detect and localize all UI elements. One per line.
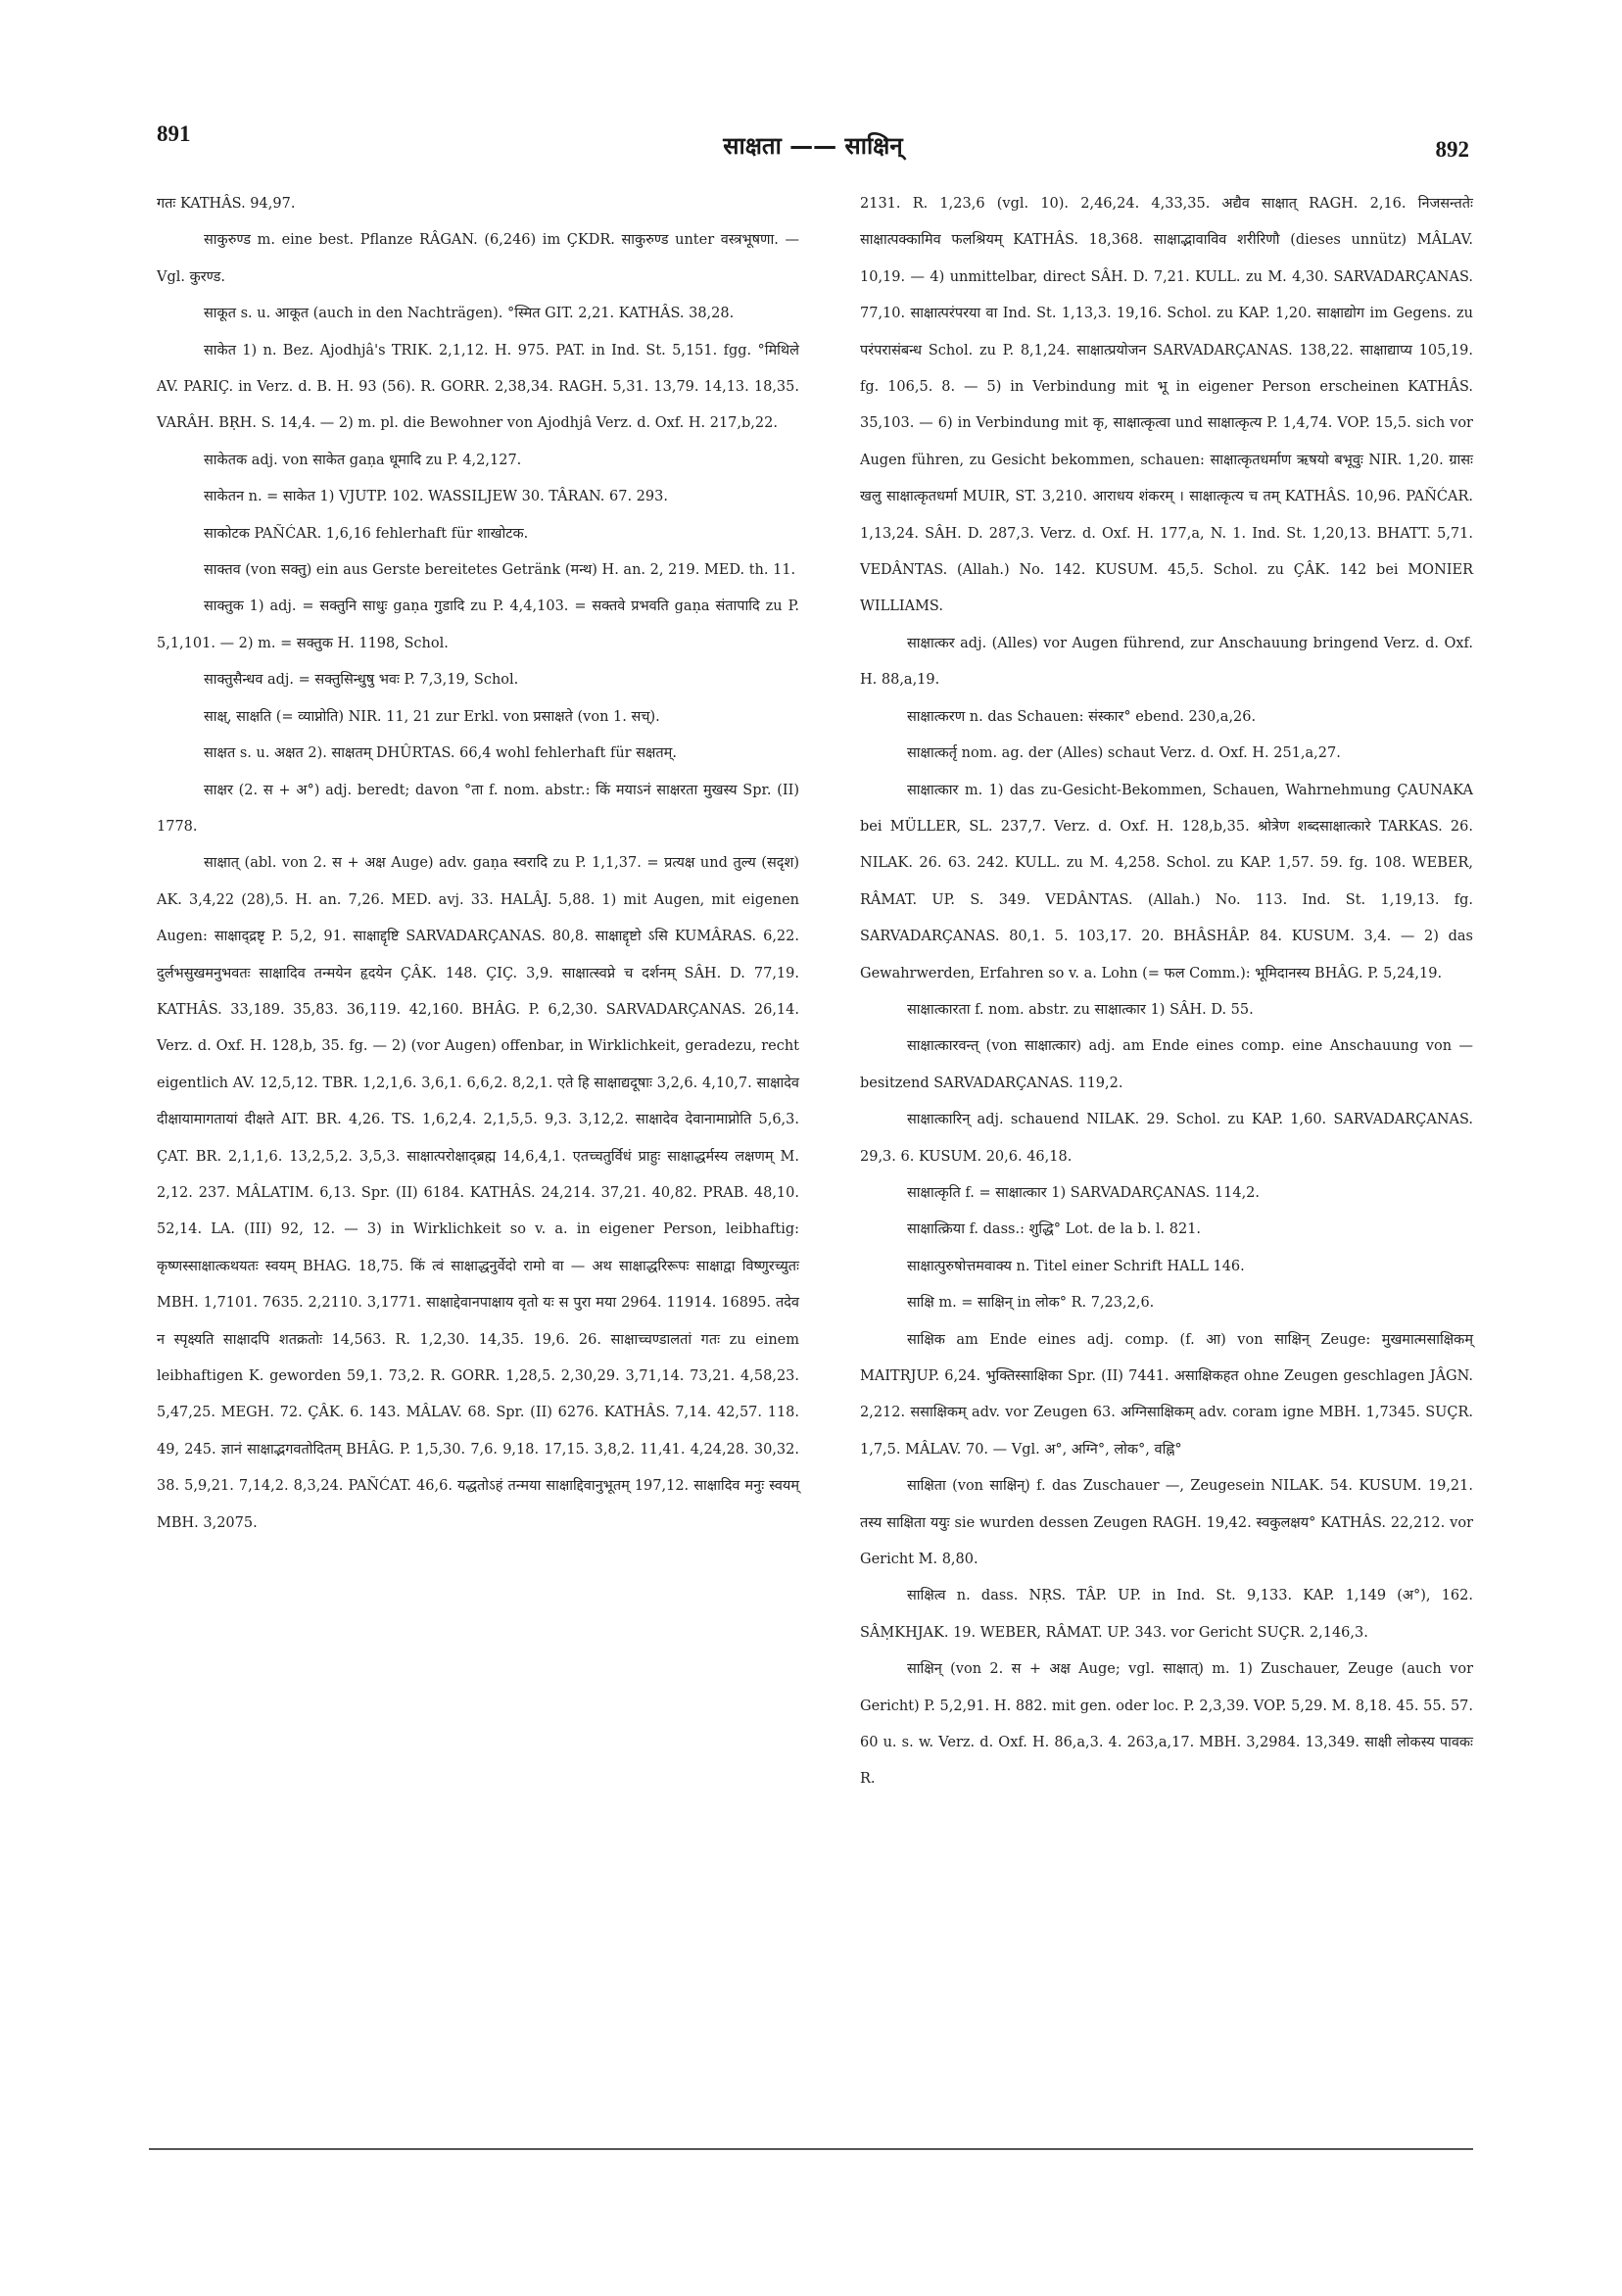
dictionary-entry: साक्षात्कारता f. nom. abstr. zu साक्षात्कार 1) SÂH. D. 55. bbox=[907, 1001, 1254, 1018]
page-header bbox=[157, 121, 1469, 170]
dictionary-entry: साकेतन n. = साकेत 1) VJUTP. 102. WASSILJEW 30. TÂRAN. 67. 293. bbox=[204, 489, 668, 505]
dictionary-entry: साक्षात्कार m. 1) das zu-Gesicht-Bekommen, Schauen, Wahrnehmung ÇAUNAKA bei MÜLLER, SL. 237,7. Verz. d. Oxf. H. 128,b,35. श्रोत्रेण शब्दसाक्षात्कारे TARKAS. 26. NILAK. 26. 63. 242. KULL. zu M. 4,258. Schol. zu KAP. 1,57. 59. fg. 108. WEBER, RÂMAT. UP. S. 349. VEDÂNTAS. (Allah.) No. 113. Ind. St. 1,19,13. fg. SARVADARÇANAS. 80,1. 5. 103,17. 20. BHÂSHÂP. 84. KUSUM. 3,4. — 2) das Gewahrwerden, Erfahren so v. a. Lohn (= फल Comm.): भूमिदानस्य BHÂG. P. 5,24,19. bbox=[860, 782, 1473, 981]
dictionary-entry: साक्षात्कर adj. (Alles) vor Augen führend, zur Anschauung bringend Verz. d. Oxf. H. 88,a,19. bbox=[860, 635, 1473, 689]
dictionary-entry: साकोटक PAÑĆAR. 1,6,16 fehlerhaft für शाखोटक. bbox=[204, 525, 529, 542]
dictionary-entry: साक्षात्क्रिया f. dass.: शुद्धि° Lot. de la b. l. 821. bbox=[907, 1221, 1202, 1238]
dictionary-entry: साक्तुसैन्धव adj. = सक्तुसिन्धुषु भवः P. 7,3,19, Schol. bbox=[204, 672, 519, 689]
dictionary-entry: साक्षिन् (von 2. स + अक्ष Auge; vgl. साक्षात्) m. 1) Zuschauer, Zeuge (auch vor Gericht) P. 5,2,91. H. 882. mit gen. oder loc. P. 2,3,39. VOP. 5,29. M. 8,18. 45. 55. 57. 60 u. s. w. Verz. d. Oxf. H. 86,a,3. 4. 263,a,17. MBH. 3,2984. 13,349. साक्षी लोकस्य पावकः R. bbox=[860, 1661, 1473, 1788]
dictionary-entry: गतः KATHÂS. 94,97. bbox=[157, 196, 296, 212]
right-column bbox=[860, 186, 1473, 1798]
dictionary-entry: साक्षर (2. स + अ°) adj. beredt; davon °ता f. nom. abstr.: किं मयाऽनं साक्षरता मुखस्य Spr. (II) 1778. bbox=[157, 782, 799, 835]
dictionary-entry: साक्षात् (abl. von 2. स + अक्ष Auge) adv. gaṇa स्वरादि zu P. 1,1,37. = प्रत्यक्ष und तुल्य (सदृश) AK. 3,4,22 (28),5. H. an. 7,26. MED. avj. 33. HALÂJ. 5,88. 1) mit Augen, mit eigenen Augen: साक्षाद्द्रष्टृ P. 5,2, 91. साक्षाद्दृष्टि SARVADARÇANAS. 80,8. साक्षाद्दृष्टो ऽसि KUMÂRAS. 6,22. दुर्लभसुखमनुभवतः साक्षादिव तन्मयेन हृदयेन ÇÂK. 148. ÇIÇ. 3,9. साक्षात्स्वप्ने च दर्शनम् SÂH. D. 77,19. KATHÂS. 33,189. 35,83. 36,119. 42,160. BHÂG. P. 6,2,30. SARVADARÇANAS. 26,14. Verz. d. Oxf. H. 128,b, 35. fg. — 2) (vor Augen) offenbar, in Wirklichkeit, geradezu, recht eigentlich AV. 12,5,12. TBR. 1,2,1,6. 3,6,1. 6,6,2. 8,2,1. एते हि साक्षाद्यदूषाः 3,2,6. 4,10,7. साक्षादेव दीक्षायामागतायां दीक्षते AIT. BR. 4,26. TS. 1,6,2,4. 2,1,5,5. 9,3. 3,12,2. साक्षादेव देवानामाप्नोति 5,6,3. ÇAT. BR. 2,1,1,6. 13,2,5,2. 3,5,3. साक्षात्परोक्षाद्ब्रह्म 14,6,4,1. एतच्चतुर्विधं प्राहुः साक्षाद्धर्मस्य लक्षणम् M. 2,12. 237. MÂLATIM. 6,13. Spr. (II) 6184. KATHÂS. 24,214. 37,21. 40,82. PRAB. 48,10. 52,14. LA. (III) 92, 12. — 3) in Wirklichkeit so v. a. in eigener Person, leibhaftig: कृष्णस्साक्षात्कथयतः स्वयम् BHAG. 18,75. किं त्वं साक्षाद्धनुर्वेदो रामो वा — अथ साक्षाद्धरिरूपः साक्षाद्वा विष्णुरच्युतः MBH. 1,7101. 7635. 2,2110. 3,1771. साक्षाद्देवानपाक्षाय वृतो यः स पुरा मया 2964. 11914. 16895. तदेव न स्पृक्ष्यति साक्षादपि शतक्रतोः 14,563. R. 1,2,30. 14,35. 19,6. 26. साक्षाच्चण्डालतां गतः zu einem leibhaftigen K. geworden 59,1. 73,2. R. GORR. 1,28,5. 2,30,29. 3,71,14. 73,21. 4,58,23. 5,47,25. MEGH. 72. ÇÂK. 6. 143. MÂLAV. 68. Spr. (II) 6276. KATHÂS. 7,14. 42,57. 118. 49, 245. ज्ञानं साक्षाद्भगवतोदितम् BHÂG. P. 1,5,30. 7,6. 9,18. 17,15. 3,8,2. 11,41. 4,24,28. 30,32. 38. 5,9,21. 7,14,2. 8,3,24. PAÑĆAT. 46,6. यद्धतोऽहं तन्मया साक्षाद्दिवानुभूतम् 197,12. साक्षादिव मनुः स्वयम् MBH. 3,2075. bbox=[157, 855, 799, 1531]
dictionary-entry: साक्षत s. u. अक्षत 2). साक्षतम् DHÛRTAS. 66,4 wohl fehlerhaft für सक्षतम्. bbox=[204, 745, 677, 762]
left-column bbox=[157, 186, 799, 1542]
dictionary-entry: साकेतक adj. von साकेत gaṇa धूमादि zu P. 4,2,127. bbox=[204, 452, 522, 468]
bottom-rule bbox=[149, 2148, 1473, 2150]
dictionary-entry: साक्षिता (von साक्षिन्) f. das Zuschauer —, Zeugesein NILAK. 54. KUSUM. 19,21. तस्य साक्षिता ययुः sie wurden dessen Zeugen RAGH. 19,42. स्वकुलक्षय° KATHÂS. 22,212. vor Gericht M. 8,80. bbox=[860, 1478, 1473, 1568]
dictionary-entry: साकूत s. u. आकूत (auch in den Nachträgen). °स्मित GIT. 2,21. KATHÂS. 38,28. bbox=[204, 306, 735, 322]
dictionary-entry: साक्तव (von सक्तु) ein aus Gerste bereitetes Getränk (मन्थ) H. an. 2, 219. MED. th. 11. bbox=[204, 562, 796, 579]
dictionary-entry: साक्षात्कृति f. = साक्षात्कार 1) SARVADARÇANAS. 114,2. bbox=[907, 1184, 1261, 1201]
dictionary-entry: 2131. R. 1,23,6 (vgl. 10). 2,46,24. 4,33,35. अद्यैव साक्षात् RAGH. 2,16. निजसन्ततेः साक्षात्पक्कामिव फलश्रियम् KATHÂS. 18,368. साक्षाद्भावाविव शरीरिणौ (dieses unnütz) MÂLAV. 10,19. — 4) unmittelbar, direct SÂH. D. 7,21. KULL. zu M. 4,30. SARVADARÇANAS. 77,10. साक्षात्परंपरया वा Ind. St. 1,13,3. 19,16. Schol. zu KAP. 1,20. साक्षाद्योग im Gegens. zu परंपरासंबन्ध Schol. zu P. 8,1,24. साक्षात्प्रयोजन SARVADARÇANAS. 138,22. साक्षाद्याप्य 105,19. fg. 106,5. 8. — 5) in Verbindung mit भू in eigener Person erscheinen KATHÂS. 35,103. — 6) in Verbindung mit कृ, साक्षात्कृत्वा und साक्षात्कृत्य P. 1,4,74. VOP. 15,5. sich vor Augen führen, zu Gesicht bekommen, schauen: साक्षात्कृतधर्माण ऋषयो बभूवुः NIR. 1,20. ग्रासः खलु साक्षात्कृतधर्मा MUIR, ST. 3,210. आराधय शंकरम् । साक्षात्कृत्य च तम् KATHÂS. 10,96. PAÑĆAR. 1,13,24. SÂH. D. 287,3. Verz. d. Oxf. H. 177,a, N. 1. Ind. St. 1,20,13. BHATT. 5,71. VEDÂNTAS. (Allah.) No. 142. KUSUM. 45,5. Schol. zu ÇÂK. 142 bei MONIER WILLIAMS. bbox=[860, 196, 1473, 615]
left-page-number: 891 bbox=[157, 121, 191, 146]
dictionary-entry: साक्षात्कारिन् adj. schauend NILAK. 29. Schol. zu KAP. 1,60. SARVADARÇANAS. 29,3. 6. KUSUM. 20,6. 46,18. bbox=[860, 1112, 1473, 1165]
dictionary-entry: साक्ष्, साक्षति (= व्याप्नोति) NIR. 11, 21 zur Erkl. von प्रसाक्षते (von 1. सच्). bbox=[204, 708, 660, 725]
dictionary-entry: साकेत 1) n. Bez. Ajodhjâ's TRIK. 2,1,12. H. 975. PAT. in Ind. St. 5,151. fgg. °मिथिले AV. PARIÇ. in Verz. d. B. H. 93 (56). R. GORR. 2,38,34. RAGH. 5,31. 13,79. 14,13. 18,35. VARÂH. BṚH. S. 14,4. — 2) m. pl. die Bewohner von Ajodhjâ Verz. d. Oxf. H. 217,b,22. bbox=[157, 342, 799, 432]
running-title: साक्षता —— साक्षिन् bbox=[723, 132, 903, 160]
dictionary-entry: साक्षात्कर्तृ nom. ag. der (Alles) schaut Verz. d. Oxf. H. 251,a,27. bbox=[907, 745, 1341, 762]
dictionary-entry: साक्षात्पुरुषोत्तमवाक्य n. Titel einer Schrift HALL 146. bbox=[907, 1258, 1245, 1274]
right-page-number: 892 bbox=[1435, 137, 1469, 162]
dictionary-entry: साक्षि m. = साक्षिन् in लोक° R. 7,23,2,6. bbox=[907, 1295, 1155, 1312]
dictionary-entry: साक्षित्व n. dass. NṚS. TÂP. UP. in Ind. St. 9,133. KAP. 1,149 (अ°), 162. SÂṂKHJAK. 19. WEBER, RÂMAT. UP. 343. vor Gericht SUÇR. 2,146,3. bbox=[860, 1588, 1473, 1641]
dictionary-entry: साक्तुक 1) adj. = सक्तुनि साधुः gaṇa गुडादि zu P. 4,4,103. = सक्तवे प्रभवति gaṇa संतापादि zu P. 5,1,101. — 2) m. = सक्तुक H. 1198, Schol. bbox=[157, 598, 799, 651]
dictionary-entry: साक्षात्करण n. das Schauen: संस्कार° ebend. 230,a,26. bbox=[907, 708, 1257, 725]
dictionary-entry: साकुरुण्ड m. eine best. Pflanze RÂGAN. (6,246) im ÇKDR. साकुरुण्ड unter वस्त्रभूषणा. — Vgl. कुरण्ड. bbox=[157, 232, 799, 285]
dictionary-entry: साक्षिक am Ende eines adj. comp. (f. आ) von साक्षिन् Zeuge: मुखमात्मसाक्षिकम् MAITRJUP. 6,24. भुक्तिस्साक्षिका Spr. (II) 7441. असाक्षिकहत ohne Zeugen geschlagen JÂGN. 2,212. ससाक्षिकम् adv. vor Zeugen 63. अग्निसाक्षिकम् adv. coram igne MBH. 1,7345. SUÇR. 1,7,5. MÂLAV. 70. — Vgl. अ°, अग्नि°, लोक°, वह्नि° bbox=[860, 1331, 1473, 1458]
dictionary-entry: साक्षात्कारवन्त् (von साक्षात्कार) adj. am Ende eines comp. eine Anschauung von — besitzend SARVADARÇANAS. 119,2. bbox=[860, 1038, 1473, 1091]
